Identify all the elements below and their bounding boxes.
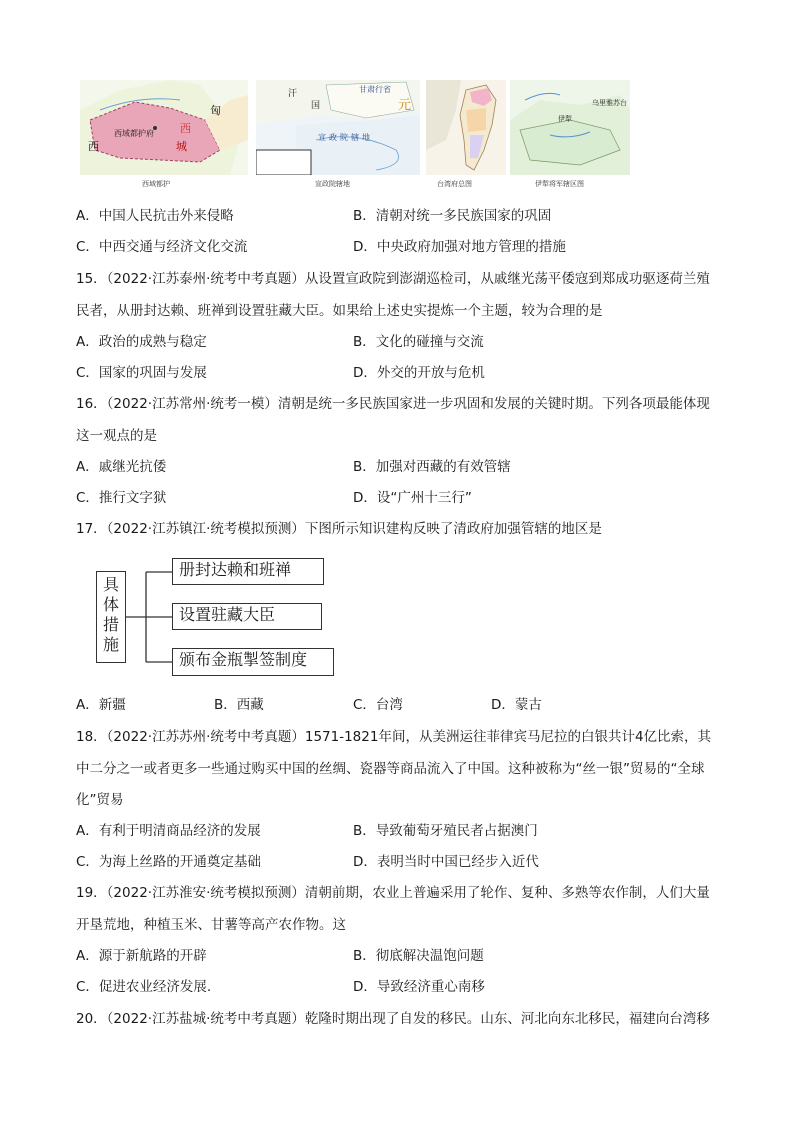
q19-option-a: A．源于新航路的开辟: [76, 948, 207, 964]
q18-stem: 中二分之一或者更多一些通过购买中国的丝绸、瓷器等商品流入了中国。这种被称为“丝一银”贸易的“全球: [76, 761, 705, 777]
map-caption: 西域都护: [142, 180, 170, 188]
q17-option-a: A．新疆: [76, 697, 126, 713]
q18-stem: 18．（2022·江苏苏州·统考中考真题）1571-1821年间，从美洲运往菲律宾马尼拉的白银共计4亿比索，其: [76, 729, 712, 745]
q17-diagram-root: [96, 571, 126, 663]
map-label: 宣政院辖地: [318, 133, 373, 142]
map-label: 匈: [210, 104, 221, 117]
q17-branch-3: 颁布金瓶掣签制度: [172, 648, 334, 676]
map-label: 西: [180, 122, 191, 135]
diagram-root-char: 施: [102, 635, 119, 654]
map-label: 国: [311, 101, 321, 111]
q18-option-c: C．为海上丝路的开通奠定基础: [76, 854, 261, 870]
q19-option-c: C．促进农业经济发展.: [76, 979, 212, 995]
q17-option-b: B．西藏: [214, 697, 264, 713]
q14-option-c: C．中西交通与经济文化交流: [76, 239, 248, 255]
map-caption: 宣政院辖地: [315, 180, 350, 188]
q15-option-a: A．政治的成熟与稳定: [76, 334, 207, 350]
q15-stem: 民者，从册封达赖、班禅到设置驻藏大臣。如果给上述史实提炼一个主题，较为合理的是: [76, 303, 603, 319]
q18-option-a: A．有利于明清商品经济的发展: [76, 823, 261, 839]
map-label: 伊犁: [558, 115, 572, 123]
q15-stem: 15．（2022·江苏泰州·统考中考真题）从设置宣政院到澎湖巡检司，从戚继光荡平倭寇到郑成功驱逐荷兰殖: [76, 271, 710, 287]
q19-stem: 开垦荒地，种植玉米、甘薯等高产农作物。这: [76, 917, 346, 933]
q19-stem: 19．（2022·江苏淮安·统考模拟预测）清朝前期，农业上普遍采用了轮作、复种、多熟等农作制，人们大量: [76, 885, 710, 901]
diagram-root-char: 具: [102, 575, 119, 594]
map-caption: 台湾府总图: [437, 180, 472, 188]
map-label: 乌里雅苏台: [592, 99, 627, 107]
q16-stem: 16．（2022·江苏常州·统考一模）清朝是统一多民族国家进一步巩固和发展的关键时期。下列各项最能体现: [76, 396, 710, 412]
q15-option-c: C．国家的巩固与发展: [76, 365, 207, 381]
map-caption: 伊犁将军辖区图: [535, 180, 584, 188]
q17-option-c: C．台湾: [353, 697, 403, 713]
map-label: 西: [88, 140, 99, 153]
q16-stem: 这一观点的是: [76, 428, 157, 444]
q14-option-a: A．中国人民抗击外来侵略: [76, 208, 234, 224]
q20-stem: 20．（2022·江苏盐城·统考中考真题）乾隆时期出现了自发的移民。山东、河北向东北移民，福建向台湾移: [76, 1011, 710, 1027]
q16-option-b: B．加强对西藏的有效管辖: [353, 459, 511, 475]
q17-branch-1: 册封达赖和班禅: [172, 558, 324, 585]
diagram-root-char: 措: [102, 615, 119, 634]
q14-option-d: D．中央政府加强对地方管理的措施: [353, 239, 566, 255]
map-label: 西域都护府: [114, 129, 154, 138]
q18-option-b: B．导致葡萄牙殖民者占据澳门: [353, 823, 538, 839]
q19-option-b: B．彻底解决温饱问题: [353, 948, 484, 964]
q17-branch-2: 设置驻藏大臣: [172, 603, 322, 630]
q15-option-b: B．文化的碰撞与交流: [353, 334, 484, 350]
map-label: 汗: [288, 89, 298, 99]
q18-option-d: D．表明当时中国已经步入近代: [353, 854, 539, 870]
q19-option-d: D．导致经济重心南移: [353, 979, 485, 995]
map-label: 城: [176, 140, 187, 153]
q18-stem: 化”贸易: [76, 792, 124, 808]
map-label: 元: [398, 98, 412, 113]
q15-option-d: D．外交的开放与危机: [353, 365, 485, 381]
diagram-root-char: 体: [102, 595, 119, 614]
q14-option-b: B．清朝对统一多民族国家的巩固: [353, 208, 552, 224]
q16-option-a: A．戚继光抗倭: [76, 459, 167, 475]
q16-option-d: D．设“广州十三行”: [353, 490, 472, 506]
q17-stem: 17．（2022·江苏镇江·统考模拟预测）下图所示知识建构反映了清政府加强管辖的地区是: [76, 521, 602, 537]
q16-option-c: C．推行文字狱: [76, 490, 167, 506]
map-label: 甘肃行省: [359, 85, 391, 94]
q17-option-d: D．蒙古: [491, 697, 542, 713]
